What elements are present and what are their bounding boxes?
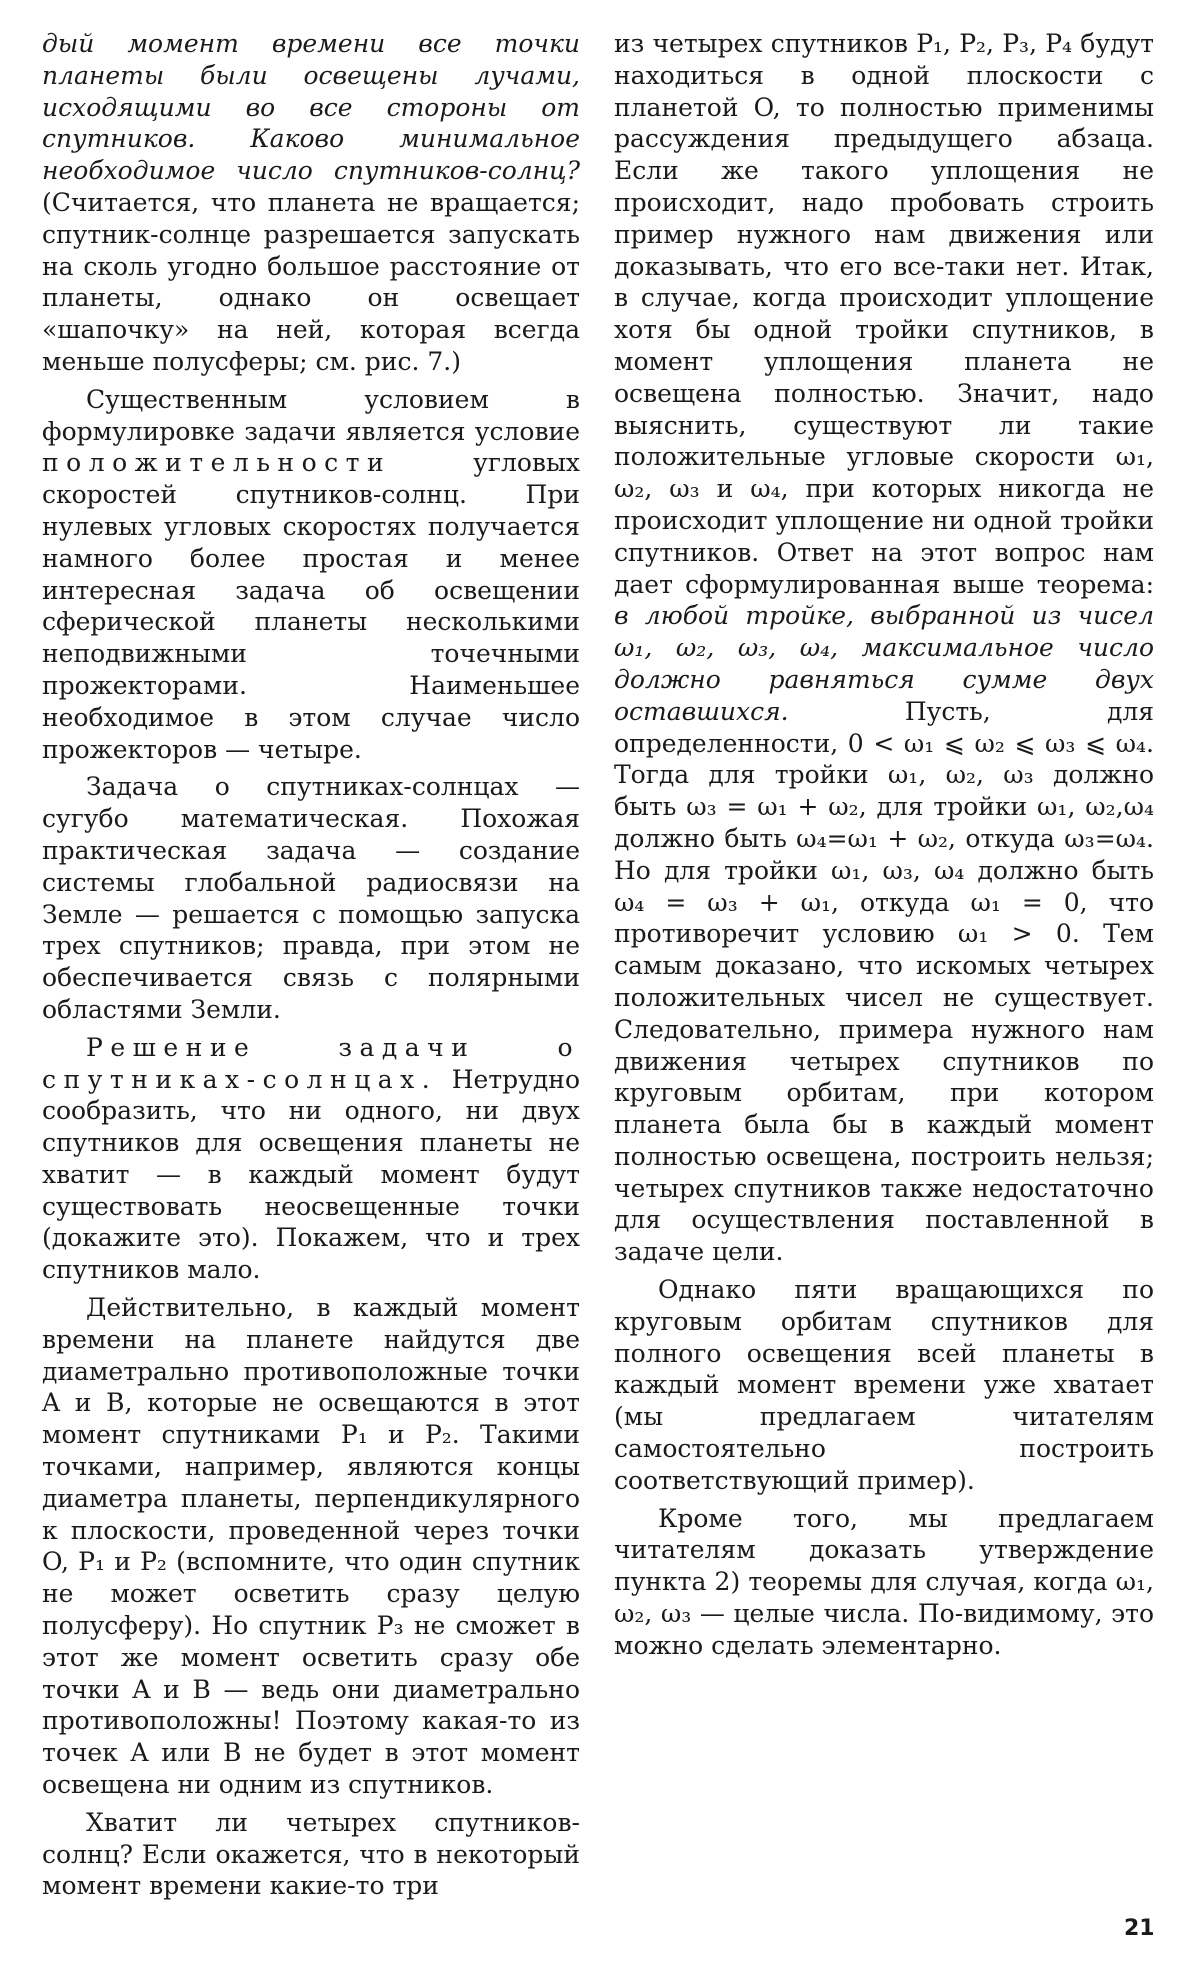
paragraph-five-satellites: Однако пяти вращающихся по круговым орбитам спутников для полного освещения всей планеты в каждый момент времени уже хватает (мы предлагаем читателям самостоятельно построить соответствующий пример). [614,1275,1154,1495]
theorem-statement: в любой тройке, выбранной из чисел ω₁, ω₂, ω₃, ω₄, максимальное число должно равняться сумме двух оставшихся. [614,601,1154,726]
paragraph-problem-statement [42,28,580,378]
continuation-text-start: из четырех спутников P₁, P₂, P₃, P₄ будут находиться в одной плоскости с планетой O, то полностью применимы рассуждения предыдущего абзаца. Если же такого уплощения не происходит, надо пробовать строить пример нужного нам движения или доказывать, что его все-таки нет. Итак, в случае, когда происходит уплощение хотя бы одной тройки спутников, в момент уплощения планета не освещена полностью. Значит, надо выяснить, существуют ли такие положительные угловые скорости ω₁, ω₂, ω₃ и ω₄, при которых никогда не происходит уплощение ни одной тройки спутников. Ответ на этот вопрос нам дает сформулированная выше теорема: [614,29,1154,599]
condition-text-start: Существенным условием в формулировке задачи является условие [42,384,580,446]
paragraph-four-satellites: Хватит ли четырех спутников-солнц? Если окажется, что в некоторый момент времени какие-то три [42,1807,580,1901]
left-column [42,28,580,1902]
paragraph-condition [42,384,580,766]
paragraph-solution [42,1032,580,1286]
problem-question: дый момент времени все точки планеты были освещены лучами, исходящими во все стороны от спутников. Каково минимальное необходимое число спутников-солнц? [42,29,580,186]
paragraph-practical: Задача о спутниках-солнцах — сугубо математическая. Похожая практическая задача — создание системы глобальной радиосвязи на Земле — решается с помощью запуска трех спутников; правда, при этом не обеспечивается связь с полярными областями Земли. [42,772,580,1024]
problem-note: (Считается, что планета не вращается; спутник-солнце разрешается запускать на сколь угодно большое расстояние от планеты, однако он освещает «шапочку» на ней, которая всегда меньше полусферы; см. рис. 7.) [42,187,580,376]
solution-text: Нетрудно сообразить, что ни одного, ни двух спутников для освещения планеты не хватит — в каждый момент будут существовать неосвещенные точки (докажите это). Покажем, что и трех спутников мало. [42,1064,580,1285]
condition-text-end: угловых скоростей спутников-солнц. При нулевых угловых скоростях получается намного более простая и менее интересная задача об освещении сферической планеты несколькими неподвижными точечными прожекторами. Наименьшее необходимое в этом случае число прожекторов — четыре. [42,448,580,764]
paragraph-exercise: Кроме того, мы предлагаем читателям доказать утверждение пункта 2) теоремы для случая, когда ω₁, ω₂, ω₃ — целые числа. По-видимому, это можно сделать элементарно. [614,1503,1154,1660]
right-column [614,28,1154,1662]
solution-heading: Решение задачи о спутниках-солнцах. [42,1032,580,1094]
continuation-text-end: Пусть, для определенности, 0 < ω₁ ⩽ ω₂ ⩽ ω₃ ⩽ ω₄. Тогда для тройки ω₁, ω₂, ω₃ должно быть ω₃ = ω₁ + ω₂, для тройки ω₁, ω₂,ω₄ должно быть ω₄=ω₁ + ω₂, откуда ω₃=ω₄. Но для тройки ω₁, ω₃, ω₄ должно быть ω₄ = ω₃ + ω₁, откуда ω₁ = 0, что противоречит условию ω₁ > 0. Тем самым доказано, что искомых четырех положительных чисел не существует. Следовательно, примера нужного нам движения четырех спутников по круговым орбитам, при котором планета была бы в каждый момент полностью освещена, построить нельзя; четырех спутников также недостаточно для осуществления поставленной в задаче цели. [614,696,1154,1267]
page-number: 21 [1124,1916,1155,1941]
paragraph-continuation [614,28,1154,1268]
condition-emphasis: положительности [42,448,392,478]
paragraph-three-satellites: Действительно, в каждый момент времени на планете найдутся две диаметрально противоположные точки A и B, которые не освещаются в этот момент спутниками P₁ и P₂. Такими точками, например, являются концы диаметра планеты, перпендикулярного к плоскости, проведенной через точки O, P₁ и P₂ (вспомните, что один спутник не может осветить сразу целую полусферу). Но спутник P₃ не сможет в этот же момент осветить сразу обе точки A и B — ведь они диаметрально противоположны! Поэтому какая-то из точек A или B не будет в этот момент освещена ни одним из спутников. [42,1293,580,1800]
